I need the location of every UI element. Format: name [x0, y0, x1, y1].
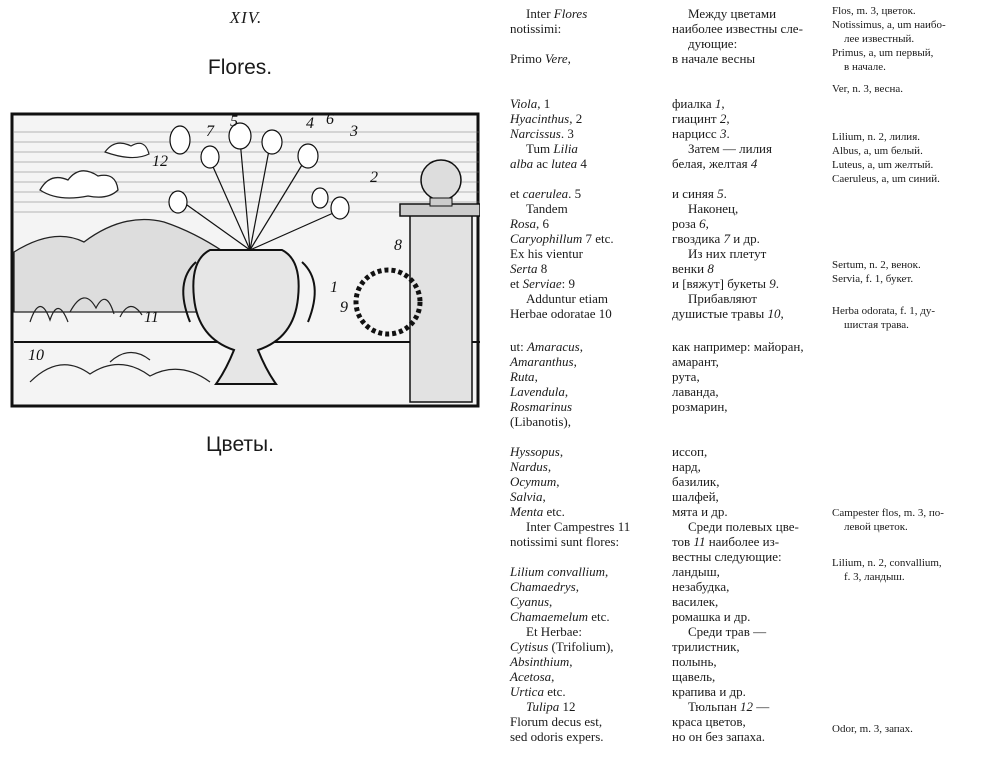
latin-line: Florum decus est,: [510, 714, 603, 729]
latin-line: Nardus,: [510, 459, 552, 474]
russian-line: и синяя 5.: [672, 186, 727, 201]
russian-line: белая, желтая 4: [672, 156, 758, 171]
latin-line: Hyssopus,: [510, 444, 564, 459]
russian-line: фиалка 1,: [672, 96, 725, 111]
figure-label: 9: [340, 299, 348, 316]
grammar-line: Sertum, n. 2, венок.: [832, 259, 921, 271]
russian-line: наиболее известны сле-: [672, 21, 803, 36]
russian-line: нард,: [672, 459, 701, 474]
grammar-line: лее известный.: [844, 33, 915, 45]
figure-label: 11: [144, 309, 159, 326]
grammar-line: шистая трава.: [844, 319, 909, 331]
russian-column: [672, 6, 830, 744]
russian-line: Из них плетут: [688, 246, 767, 261]
grammar-line: Lilium, n. 2, convallium,: [832, 557, 942, 569]
grammar-line: f. 3, ландыш.: [844, 571, 905, 583]
russian-line: душистые травы 10,: [672, 306, 784, 321]
latin-line: Narcissus. 3: [510, 126, 574, 141]
grammar-line: Odor, m. 3, запах.: [832, 723, 913, 735]
latin-line: Serta 8: [510, 261, 548, 276]
latin-line: Lilium convallium,: [510, 564, 609, 579]
latin-line: Herbae odoratae 10: [510, 306, 612, 321]
latin-line: sed odoris expers.: [510, 729, 604, 744]
russian-line: лаванда,: [672, 384, 719, 399]
figure-label: 12: [152, 153, 168, 170]
latin-line: Absinthium,: [510, 654, 573, 669]
latin-line: Rosmarinus: [510, 399, 573, 414]
figure-label: 6: [326, 112, 334, 128]
russian-line: Среди трав —: [688, 624, 767, 639]
grammar-line: Primus, a, um первый,: [832, 47, 934, 59]
russian-line: Затем — лилия: [688, 141, 772, 156]
latin-line: Tum Lilia: [526, 141, 578, 156]
russian-line: гиацинт 2,: [672, 111, 730, 126]
russian-line: василек,: [672, 594, 719, 609]
russian-line: гвоздика 7 и др.: [672, 231, 760, 246]
russian-line: крапива и др.: [672, 684, 746, 699]
latin-line: Tulipa 12: [526, 699, 576, 714]
figure-label: 3: [350, 123, 358, 140]
russian-line: Тюльпан 12 —: [688, 699, 770, 714]
russian-line: венки 8: [672, 261, 714, 276]
grammar-line: Caeruleus, a, um синий.: [832, 173, 940, 185]
latin-line: Viola, 1: [510, 96, 551, 111]
latin-line: Amaranthus,: [510, 354, 577, 369]
russian-line: но он без запаха.: [672, 729, 765, 744]
grammar-line: Lilium, n. 2, лилия.: [832, 131, 921, 143]
latin-line: Cyanus,: [510, 594, 553, 609]
russian-line: полынь,: [672, 654, 717, 669]
russian-line: ландыш,: [672, 564, 720, 579]
russian-line: шалфей,: [672, 489, 719, 504]
latin-line: Hyacinthus, 2: [510, 111, 583, 126]
latin-line: Menta etc.: [510, 504, 565, 519]
figure-label: 8: [394, 237, 402, 254]
latin-line: Ocymum,: [510, 474, 560, 489]
grammar-line: Luteus, a, um желтый.: [832, 159, 934, 171]
russian-line: дующие:: [688, 36, 738, 51]
latin-line: Urtica etc.: [510, 684, 566, 699]
russian-line: Среди полевых цве-: [688, 519, 799, 534]
russian-line: Между цветами: [688, 6, 777, 21]
latin-line: alba ac lutea 4: [510, 156, 587, 171]
russian-line: Прибавляют: [688, 291, 757, 306]
latin-line: Salvia,: [510, 489, 546, 504]
russian-line: краса цветов,: [672, 714, 746, 729]
russian-line: как например: майоран,: [672, 339, 804, 354]
latin-line: ut: Amaracus,: [510, 339, 583, 354]
russian-line: незабудка,: [672, 579, 730, 594]
russian-line: в начале весны: [672, 51, 756, 66]
latin-line: Inter Flores: [526, 6, 588, 21]
russian-line: иссоп,: [672, 444, 708, 459]
figure-label: 5: [230, 113, 238, 130]
latin-line: Chamaedrys,: [510, 579, 579, 594]
latin-line: notissimi:: [510, 21, 562, 36]
latin-line: Ruta,: [510, 369, 538, 384]
russian-line: вестны следующие:: [672, 549, 782, 564]
latin-line: Ex his vientur: [510, 246, 583, 261]
figure-label: 2: [370, 169, 378, 186]
grammar-column: [832, 4, 992, 736]
grammar-line: левой цветок.: [844, 521, 908, 533]
latin-line: Rosa, 6: [510, 216, 549, 231]
title-russian: Цветы.: [206, 433, 274, 456]
latin-line: Chamaemelum etc.: [510, 609, 610, 624]
latin-line: Tandem: [526, 201, 568, 216]
russian-line: базилик,: [672, 474, 720, 489]
russian-line: щавель,: [672, 669, 716, 684]
latin-line: notissimi sunt flores:: [510, 534, 620, 549]
figure-label: 7: [206, 123, 214, 140]
russian-line: розмарин,: [672, 399, 728, 414]
figure-label: 10: [28, 347, 44, 364]
latin-line: et Serviae: 9: [510, 276, 575, 291]
latin-line: et caerulea. 5: [510, 186, 582, 201]
grammar-line: Flos, m. 3, цветок.: [832, 5, 916, 17]
russian-line: мята и др.: [672, 504, 728, 519]
figure-label: 1: [330, 279, 338, 296]
russian-line: рута,: [672, 369, 700, 384]
russian-line: амарант,: [672, 354, 719, 369]
title-latin: Flores.: [207, 56, 273, 79]
grammar-line: Herba odorata, f. 1, ду-: [832, 305, 936, 317]
latin-line: Primo Vere,: [510, 51, 571, 66]
grammar-line: Campester flos, m. 3, по-: [832, 507, 944, 519]
russian-line: и [вяжут] букеты 9.: [672, 276, 780, 291]
russian-line: роза 6,: [672, 216, 709, 231]
grammar-line: Ver, n. 3, весна.: [832, 83, 904, 95]
latin-line: (Libanotis),: [510, 414, 572, 429]
grammar-line: Notissimus, a, um наибо-: [832, 19, 946, 31]
russian-line: трилистник,: [672, 639, 740, 654]
latin-line: Inter Campestres 11: [526, 519, 631, 534]
latin-line: Cytisus (Trifolium),: [510, 639, 614, 654]
grammar-line: в начале.: [844, 61, 886, 73]
latin-line: Adduntur etiam: [526, 291, 608, 306]
grammar-line: Servia, f. 1, букет.: [832, 273, 914, 285]
latin-line: Acetosa,: [510, 669, 555, 684]
russian-line: ромашка и др.: [672, 609, 751, 624]
latin-column: [510, 6, 670, 744]
figure-label: 4: [306, 115, 314, 132]
chapter-number: XIV.: [229, 8, 263, 27]
russian-line: Наконец,: [688, 201, 739, 216]
russian-line: нарцисс 3.: [672, 126, 730, 141]
latin-line: Lavendula,: [510, 384, 569, 399]
woodcut-illustration: [10, 112, 480, 408]
latin-line: Et Herbae:: [526, 624, 582, 639]
grammar-line: Albus, a, um белый.: [832, 145, 923, 157]
russian-line: тов 11 наиболее из-: [672, 534, 780, 549]
latin-line: Caryophillum 7 etc.: [510, 231, 614, 246]
